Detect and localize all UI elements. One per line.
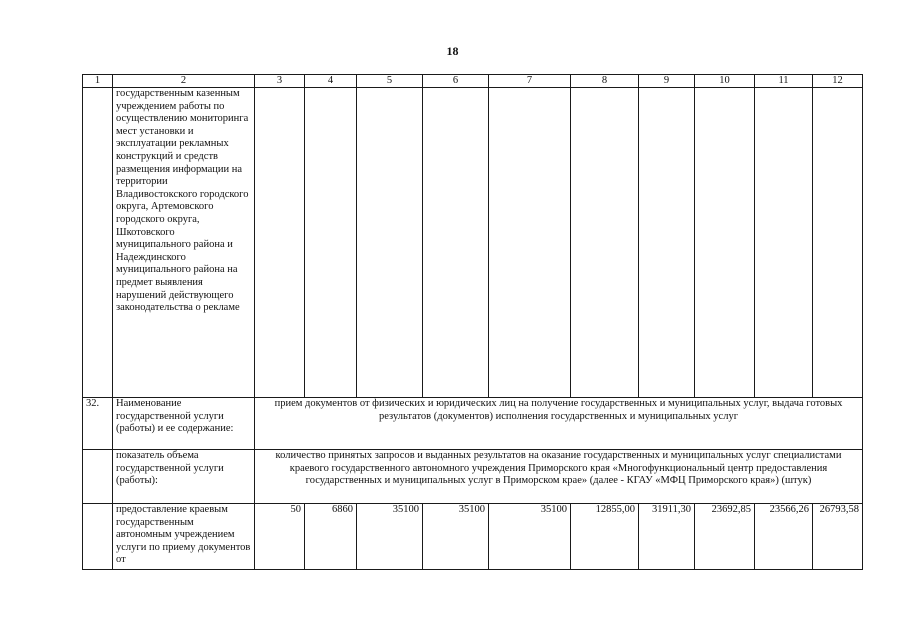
column-header: 3	[255, 75, 305, 88]
column-header: 6	[423, 75, 489, 88]
column-header: 8	[571, 75, 639, 88]
column-header: 11	[755, 75, 813, 88]
service-name-row	[83, 398, 863, 450]
column-header: 4	[305, 75, 357, 88]
continuation-row	[83, 88, 863, 398]
page-number: 18	[446, 44, 459, 58]
value-cell: 31911,30	[639, 504, 695, 570]
column-header: 2	[113, 75, 255, 88]
empty-cell	[305, 88, 357, 398]
value-cell: 23566,26	[755, 504, 813, 570]
empty-cell	[639, 88, 695, 398]
row-description-cell: государственным казенным учреждением работы по осуществлению мониторинга мест установки и эксплуатации рекламных конструкций и средств размещения информации на территории Владивостокского городского округа, Артемовского городского округа, Шкотовского муниципального района и Надеждинского муниципального района на предмет выявления нарушений действующего законодательства о рекламе	[113, 88, 255, 398]
empty-cell	[571, 88, 639, 398]
value-cell: 50	[255, 504, 305, 570]
row-number-cell: 32.	[83, 398, 113, 450]
provision-description: предоставление краевым государственным автономным учреждением услуги по приему документов от	[113, 504, 255, 570]
volume-indicator-content: количество принятых запросов и выданных результатов на оказание государственных и муниципальных услуг специалистами краевого государственного автономного учреждения Приморского края «Многофункциональный центр предоставления государственных и муниципальных услуг в Приморском крае» (далее - КГАУ «МФЦ Приморского края») (штук)	[255, 450, 863, 504]
row-number-cell	[83, 88, 113, 398]
value-cell: 26793,58	[813, 504, 863, 570]
provision-row	[83, 504, 863, 570]
column-header: 12	[813, 75, 863, 88]
column-header: 7	[489, 75, 571, 88]
empty-cell	[83, 504, 113, 570]
empty-cell	[813, 88, 863, 398]
column-header: 9	[639, 75, 695, 88]
empty-cell	[423, 88, 489, 398]
service-name-content: прием документов от физических и юридических лиц на получение государственных и муниципальных услуг, выдача готовых результатов (документов) исполнения государственных и муниципальных услуг	[255, 398, 863, 450]
empty-cell	[755, 88, 813, 398]
value-cell: 12855,00	[571, 504, 639, 570]
volume-indicator-label: показатель объема государственной услуги (работы):	[113, 450, 255, 504]
budget-table	[82, 74, 863, 570]
empty-cell	[83, 450, 113, 504]
empty-cell	[357, 88, 423, 398]
value-cell: 35100	[489, 504, 571, 570]
value-cell: 6860	[305, 504, 357, 570]
empty-cell	[255, 88, 305, 398]
column-header: 10	[695, 75, 755, 88]
value-cell: 23692,85	[695, 504, 755, 570]
value-cell: 35100	[423, 504, 489, 570]
empty-cell	[695, 88, 755, 398]
service-name-label: Наименование государственной услуги (работы) и ее содержание:	[113, 398, 255, 450]
value-cell: 35100	[357, 504, 423, 570]
empty-cell	[489, 88, 571, 398]
column-header: 5	[357, 75, 423, 88]
volume-indicator-row	[83, 450, 863, 504]
column-header-row	[83, 75, 863, 88]
column-header: 1	[83, 75, 113, 88]
